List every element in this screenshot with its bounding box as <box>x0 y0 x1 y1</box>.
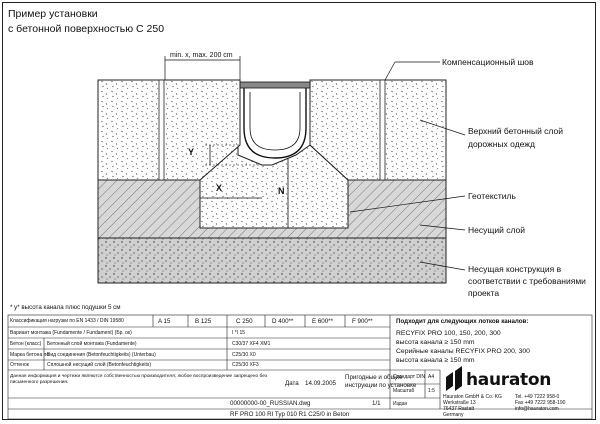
file-name: 00000000-00_RUSSIAN.dwg <box>230 400 311 407</box>
callout-top-layer-1: Верхний бетонный слой <box>468 126 563 136</box>
edition-label: Издан <box>393 401 408 407</box>
callout-expansion-joint: Компенсационный шов <box>442 57 534 67</box>
address-line-3: 76437 Rastatt <box>443 406 475 412</box>
side-label-1: Бетон (класс) <box>10 341 42 347</box>
note-line-2: инструкции по установке <box>345 382 417 389</box>
contact-line-2: Fax +49 7222 958-190 <box>515 400 566 406</box>
class-f900: F 900** <box>352 318 373 325</box>
standard-label: Стандарт DIN <box>393 374 426 380</box>
load-class-header: Классификация нагрузки по EN 1433 / DIN 19580 <box>10 318 124 324</box>
side-label-3: Оттенок <box>10 362 29 368</box>
side-label-2: Марка бетона по <box>10 352 50 358</box>
dim-x: X <box>216 183 223 193</box>
suitable-line-1: RECYFIX PRO 100, 150, 200, 300 <box>396 330 501 337</box>
title-line-2: с бетонной поверхностью C 250 <box>8 23 165 35</box>
drain-channel <box>244 86 306 158</box>
class-c250: C 250 <box>236 318 253 325</box>
dim-n: N <box>278 186 285 196</box>
callout-base-1: Несущая конструкция в <box>468 264 562 274</box>
class-e600: E 600** <box>312 318 333 325</box>
row-1-value: I *I 15 <box>232 330 246 336</box>
note-line-1: Пригодные и общие <box>345 374 403 381</box>
date-value: 14.09.2005 <box>305 380 336 387</box>
callout-bearing-layer: Несущий слой <box>468 225 525 235</box>
row-4-value: C25/30 XF3 <box>232 362 259 368</box>
row-3-value: C25/30 X0 <box>232 352 256 358</box>
standard-value: A4 <box>428 374 435 380</box>
row-4-label: Сплошной несущий слой (Betonfeuchtigkeits) <box>47 362 152 368</box>
scale-value: 1:5 <box>428 388 435 394</box>
row-2-label: Бетонный слой монтажа (Fundamente) <box>47 341 137 347</box>
suitable-title: Подходит для следующих лотков каналов: <box>396 318 529 325</box>
callout-geotextile: Геотекстиль <box>468 191 516 201</box>
row-2-value: C30/37 XF4 XM1 <box>232 341 271 347</box>
class-b125: B 125 <box>195 318 212 325</box>
grate <box>240 82 310 88</box>
footnote: * y* высота канала плюс подушки 5 см <box>10 304 121 311</box>
class-a15: A 15 <box>158 318 171 325</box>
sheet-number: 1/1 <box>372 400 381 407</box>
address-line-2: Werkstraße 13 <box>443 400 476 406</box>
expansion-joint-right <box>380 80 385 180</box>
suitable-line-3: Серийные каналы RECYFIX PRO 200, 300 <box>396 348 530 355</box>
drawing-title: RF PRO 100 RI Typ 010 R1 C25/0 in Beton <box>230 411 350 418</box>
callout-base-2: соответствии с требованиями <box>468 276 586 286</box>
address-line-1: Hauraton GmbH & Co. KG <box>443 394 502 400</box>
dimension-label: min. x, max. 200 cm <box>170 52 233 59</box>
suitable-line-2: высота канала ≥ 150 mm <box>396 339 475 346</box>
date-label: Дата <box>285 380 299 387</box>
row-3-label: Вид соединения (Betonfeuchtigkeits) (Unterbau) <box>47 352 156 358</box>
address-line-4: Germany <box>443 412 464 418</box>
title-line-1: Пример установки <box>8 8 98 20</box>
suitable-line-4: высота канала ≥ 150 mm <box>396 357 475 364</box>
callout-top-layer-2: дорожных одежд <box>468 139 535 149</box>
class-d400: D 400** <box>272 318 294 325</box>
contact-line-3: info@hauraton.com <box>515 406 559 412</box>
expansion-joint-left <box>159 80 164 180</box>
base-layer <box>98 238 446 283</box>
brand-name: hauraton <box>466 370 552 390</box>
callout-base-3: проекта <box>468 288 500 298</box>
legal-text: Данная информация и чертежи являются собственностью производителя; любое воспроизведение запрещено без письменного разрешения. <box>10 374 267 385</box>
dim-y: Y <box>188 147 195 157</box>
contact-line-1: Tel. +49 7222 958-0 <box>515 394 560 400</box>
row-1-label: Вариант монтажа (Fundamente / Fundament) (Бр. ок) <box>10 330 132 336</box>
scale-label: Масштаб <box>393 388 415 394</box>
